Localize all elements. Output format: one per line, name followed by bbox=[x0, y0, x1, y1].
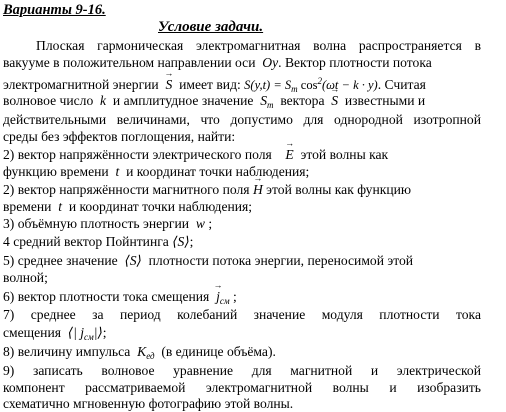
intro-text-4f: вектора bbox=[280, 93, 325, 108]
item-5-text-c: плотности потока энергии, переносимой этой bbox=[148, 253, 414, 268]
item-7-text-b: смещения bbox=[3, 325, 61, 340]
intro-text-2c: . Вектор плотности потока bbox=[278, 55, 432, 70]
intro-text-3a: электромагнитной энергии bbox=[3, 77, 159, 92]
item-9-text-b: компонент рассматриваемой электромагнитной волны и изобразить bbox=[3, 380, 481, 395]
item-1-text-f: и координат точки наблюдения; bbox=[126, 164, 310, 179]
item-2-text-c: этой волны как функцию bbox=[266, 182, 412, 197]
vector-j: → j bbox=[216, 288, 220, 305]
amplitude-s: S bbox=[260, 93, 268, 108]
item-1-text-d: функцию времени bbox=[3, 164, 109, 179]
item-5-cont bbox=[3, 269, 481, 286]
energy-density-w: w bbox=[195, 216, 205, 231]
item-5 bbox=[3, 252, 481, 269]
amplitude-sub: m bbox=[267, 100, 274, 110]
vector-h: → H bbox=[253, 181, 263, 198]
poynting-formula bbox=[244, 78, 378, 92]
item-6-sep: ; bbox=[233, 289, 237, 304]
intro-text-4a: волновое число bbox=[3, 93, 94, 108]
formula-cos: cos bbox=[300, 78, 318, 92]
item-8-text: 8) величину импульса bbox=[3, 344, 131, 359]
formula-rhs: (ωt − k · y) bbox=[321, 78, 378, 92]
item-1-text: 2) вектор напряжённости электрического поля bbox=[3, 147, 272, 162]
k-sub: ед bbox=[146, 351, 155, 361]
item-7-sep: ; bbox=[102, 325, 107, 340]
intro-text-5: действительными величинами, что допустимо для однородной изотропной bbox=[3, 112, 481, 127]
j-sub-2: см bbox=[84, 332, 94, 342]
item-8-text-d: (в единице объёма). bbox=[161, 344, 276, 359]
mean-abs-close: |⟩ bbox=[93, 325, 103, 340]
item-9-text-c: схематично мгновенную фотографию этой волны. bbox=[3, 396, 294, 411]
item-4-text: 4 средний вектор Пойнтинга bbox=[3, 234, 169, 249]
task-title: Условие задачи. bbox=[158, 19, 264, 35]
item-3 bbox=[3, 215, 481, 232]
intro-text-1: Плоская гармоническая электромагнитная волна распространяется в bbox=[36, 38, 481, 53]
item-9 bbox=[3, 362, 481, 379]
intro-line-6 bbox=[3, 128, 481, 145]
item-2-text: 2) вектор напряжённости магнитного поля bbox=[3, 182, 250, 197]
item-1-text-c: этой волны как bbox=[300, 147, 389, 162]
intro-text-3c: имеет вид: bbox=[179, 77, 241, 92]
axis-oy: Oy bbox=[262, 55, 279, 70]
item-1 bbox=[3, 146, 481, 163]
item-2-text-f: и координат точки наблюдения; bbox=[68, 199, 253, 214]
item-2-cont bbox=[3, 198, 481, 215]
momentum-k: K bbox=[137, 344, 147, 359]
vector-s-2: → S bbox=[331, 92, 338, 109]
intro-line-5 bbox=[3, 111, 481, 128]
item-9-cont bbox=[3, 379, 481, 396]
time-t-2: t bbox=[58, 199, 63, 214]
intro-text-2a: вакууме в положительном направлении оси bbox=[3, 55, 256, 70]
mean-s: ⟨S⟩ bbox=[124, 253, 142, 268]
item-2 bbox=[3, 181, 481, 198]
mean-poynting-vector: ⟨S⟩ bbox=[172, 234, 190, 249]
item-6-text: 6) вектор плотности тока смещения bbox=[3, 289, 210, 304]
header-row bbox=[3, 1, 481, 19]
item-2-text-d: времени bbox=[3, 199, 52, 214]
item-5-text: 5) среднее значение bbox=[3, 253, 118, 268]
j-sub: см bbox=[219, 296, 230, 306]
intro-text-4c: и амплитудное значение bbox=[112, 93, 254, 108]
item-4-sep: ; bbox=[189, 234, 194, 249]
vector-s: → S bbox=[166, 76, 173, 93]
intro-line-1 bbox=[36, 37, 481, 54]
title-row bbox=[158, 18, 263, 36]
vector-e: → E bbox=[285, 146, 293, 163]
item-7 bbox=[3, 306, 481, 323]
variants-heading: Варианты 9-16. bbox=[3, 2, 106, 18]
intro-text-4h: известными и bbox=[344, 93, 426, 108]
item-5-text-d: волной; bbox=[3, 270, 48, 285]
intro-text-3d: . Считая bbox=[377, 77, 426, 92]
formula-sup: 2 bbox=[317, 76, 322, 86]
item-7-text: 7) среднее за период колебаний значение модуля плотности тока bbox=[3, 307, 481, 322]
mean-abs-j: ⟨| j bbox=[67, 325, 84, 340]
item-3-text: 3) объёмную плотность энергии bbox=[3, 216, 190, 231]
intro-line-2 bbox=[3, 54, 481, 71]
item-9-text: 9) записать волновое уравнение для магнитной и электрической bbox=[3, 363, 481, 378]
item-1-cont bbox=[3, 163, 481, 180]
item-9-cont-2 bbox=[3, 395, 481, 412]
item-4 bbox=[3, 233, 481, 250]
formula-lhs: S(y,t) = S bbox=[244, 78, 292, 92]
formula-sub: m bbox=[291, 84, 298, 94]
item-3-sep: ; bbox=[208, 216, 213, 231]
time-t: t bbox=[115, 164, 120, 179]
wavenumber-k: k bbox=[100, 93, 107, 108]
intro-text-6: среды без эффектов поглощения, найти: bbox=[3, 129, 236, 144]
